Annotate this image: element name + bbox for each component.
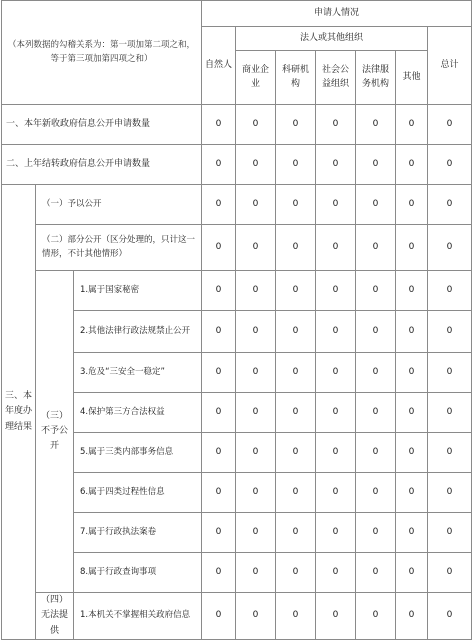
cell-value: 0 [356,473,396,513]
cell-value: 0 [236,311,276,353]
cell-value: 0 [202,271,236,311]
cell-value: 0 [396,393,428,433]
section-cannot-provide: （四）无法提供 [36,593,74,640]
row-label: （一）予以公开 [36,185,202,225]
cell-value: 0 [276,105,316,145]
cell-value: 0 [316,513,356,553]
cell-value: 0 [356,513,396,553]
row-label: 4.保护第三方合法权益 [74,393,202,433]
section-result: 三、本年度办理结果 [2,185,36,640]
row-label: 8.属于行政查询事项 [74,553,202,593]
col-commercial: 商业企业 [236,51,276,105]
cell-value: 0 [396,311,428,353]
cell-value: 0 [202,393,236,433]
cell-value: 0 [396,271,428,311]
cell-value: 0 [356,105,396,145]
cell-value: 0 [236,433,276,473]
cell-value: 0 [428,311,472,353]
cell-value: 0 [236,553,276,593]
cell-value: 0 [356,311,396,353]
cell-value: 0 [428,271,472,311]
table-row [2,145,472,185]
col-total: 总计 [428,27,472,105]
table-row [2,225,472,271]
cell-value: 0 [236,393,276,433]
cell-value: 0 [396,185,428,225]
applicant-info-header: 申请人情况 [202,1,472,27]
cell-value: 0 [236,145,276,185]
cell-value: 0 [316,185,356,225]
section-not-public: （三）不予公开 [36,271,74,593]
cell-value: 0 [202,553,236,593]
row-label: 7.属于行政执法案卷 [74,513,202,553]
row-label: 2.其他法律行政法规禁止公开 [74,311,202,353]
table-row [2,105,472,145]
cell-value: 0 [356,393,396,433]
cell-value: 0 [202,311,236,353]
cell-value: 0 [276,225,316,271]
table-row [2,271,472,311]
cell-value: 0 [236,185,276,225]
col-social-welfare: 社会公益组织 [316,51,356,105]
cell-value: 0 [276,271,316,311]
cell-value: 0 [202,473,236,513]
row-label: 6.属于四类过程性信息 [74,473,202,513]
cell-value: 0 [236,353,276,393]
cell-value: 0 [428,393,472,433]
table-row [2,185,472,225]
cell-value: 0 [236,225,276,271]
cell-value: 0 [428,225,472,271]
cell-value: 0 [428,593,472,640]
cell-value: 0 [428,433,472,473]
cell-value: 0 [276,473,316,513]
cell-value: 0 [396,433,428,473]
cell-value: 0 [316,225,356,271]
col-legal-service: 法律服务机构 [356,51,396,105]
cell-value: 0 [202,353,236,393]
row-label: 3.危及“三安全一稳定” [74,353,202,393]
cell-value: 0 [396,225,428,271]
cell-value: 0 [276,593,316,640]
cell-value: 0 [276,145,316,185]
cell-value: 0 [356,593,396,640]
cell-value: 0 [316,433,356,473]
cell-value: 0 [236,105,276,145]
cell-value: 0 [236,271,276,311]
cell-value: 0 [316,593,356,640]
cell-value: 0 [276,513,316,553]
row-label: 1.属于国家秘密 [74,271,202,311]
row-label: 一、本年新收政府信息公开申请数量 [2,105,202,145]
cell-value: 0 [316,311,356,353]
table-row [2,593,472,640]
cell-value: 0 [316,105,356,145]
cell-value: 0 [396,145,428,185]
cell-value: 0 [202,105,236,145]
cell-value: 0 [428,145,472,185]
cell-value: 0 [202,593,236,640]
cell-value: 0 [396,513,428,553]
cell-value: 0 [428,513,472,553]
cell-value: 0 [276,433,316,473]
legal-group-header: 法人或其他组织 [236,27,428,51]
row-label: 5.属于三类内部事务信息 [74,433,202,473]
cell-value: 0 [276,353,316,393]
cell-value: 0 [356,433,396,473]
cell-value: 0 [396,593,428,640]
cell-value: 0 [316,553,356,593]
cell-value: 0 [428,473,472,513]
cell-value: 0 [428,105,472,145]
cell-value: 0 [202,433,236,473]
row-label: 1.本机关不掌握相关政府信息 [74,593,202,640]
cell-value: 0 [356,271,396,311]
cell-value: 0 [428,353,472,393]
row-label: 二、上年结转政府信息公开申请数量 [2,145,202,185]
cell-value: 0 [356,353,396,393]
col-natural-person: 自然人 [202,27,236,105]
table-note: （本列数据的勾稽关系为：第一项加第二项之和，等于第三项加第四项之和） [2,1,202,105]
cell-value: 0 [236,513,276,553]
cell-value: 0 [236,593,276,640]
col-other: 其他 [396,51,428,105]
cell-value: 0 [356,225,396,271]
cell-value: 0 [396,105,428,145]
cell-value: 0 [276,185,316,225]
cell-value: 0 [236,473,276,513]
cell-value: 0 [316,271,356,311]
cell-value: 0 [316,393,356,433]
cell-value: 0 [316,145,356,185]
cell-value: 0 [356,145,396,185]
cell-value: 0 [428,553,472,593]
cell-value: 0 [396,473,428,513]
cell-value: 0 [356,553,396,593]
cell-value: 0 [428,185,472,225]
cell-value: 0 [202,185,236,225]
cell-value: 0 [202,513,236,553]
cell-value: 0 [316,353,356,393]
gov-info-disclosure-table [1,0,472,640]
cell-value: 0 [396,353,428,393]
cell-value: 0 [396,553,428,593]
cell-value: 0 [316,473,356,513]
cell-value: 0 [202,225,236,271]
row-label: （二）部分公开（区分处理的，只计这一情形，不计其他情形） [36,225,202,271]
cell-value: 0 [276,393,316,433]
cell-value: 0 [202,145,236,185]
cell-value: 0 [276,311,316,353]
cell-value: 0 [356,185,396,225]
col-research: 科研机构 [276,51,316,105]
cell-value: 0 [276,553,316,593]
